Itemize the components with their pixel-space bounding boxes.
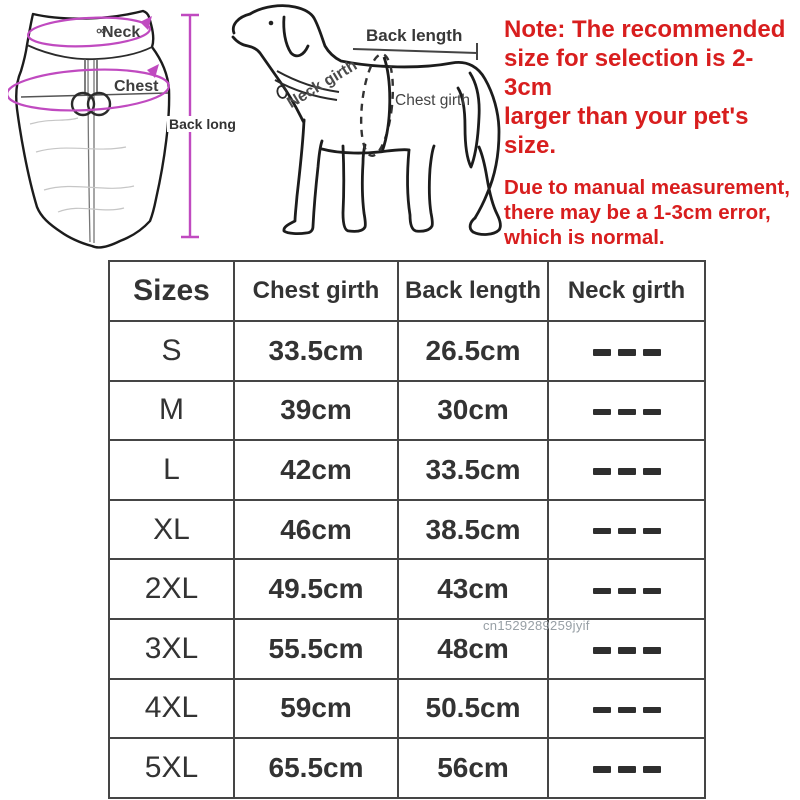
vest-strap: [85, 59, 97, 95]
chest-girth-cell: 33.5cm: [234, 321, 398, 381]
dog-neck-girth-label: Neck girth: [284, 56, 361, 112]
size-cell: XL: [109, 500, 234, 560]
back-length-cell: 26.5cm: [398, 321, 548, 381]
size-cell: L: [109, 440, 234, 500]
neck-girth-cell: [548, 559, 705, 619]
table-row: [109, 738, 705, 798]
size-cell: 4XL: [109, 679, 234, 739]
dog-chest-girth-label: Chest girth: [395, 92, 470, 109]
chest-girth-solid-edge: [382, 57, 390, 152]
vest-zipper: [88, 60, 94, 243]
back-length-cell: 38.5cm: [398, 500, 548, 560]
table-row: [109, 679, 705, 739]
table-row: [109, 381, 705, 441]
recommendation-note: [504, 15, 800, 160]
header-sizes: Sizes: [109, 261, 234, 321]
neck-girth-cell: [548, 738, 705, 798]
back-length-cell: 43cm: [398, 559, 548, 619]
snap-button: [97, 29, 101, 33]
back-length-cell: 48cm: [398, 619, 548, 679]
chest-girth-cell: 59cm: [234, 679, 398, 739]
table-header-row: [109, 261, 705, 321]
chest-girth-cell: 65.5cm: [234, 738, 398, 798]
neck-girth-cell: [548, 679, 705, 739]
seller-watermark: cn1529289259jyif: [483, 618, 590, 633]
table-row: [109, 440, 705, 500]
neck-girth-cell: [548, 440, 705, 500]
back-length-cell: 50.5cm: [398, 679, 548, 739]
size-table: [108, 260, 706, 799]
back-length-cell: 56cm: [398, 738, 548, 798]
neck-girth-cell: [548, 500, 705, 560]
vest-chest-label: Chest: [114, 78, 159, 95]
dog-back-length-label: Back length: [366, 26, 463, 45]
vest-collar-seam: [27, 45, 152, 59]
back-length-cell: 30cm: [398, 381, 548, 441]
chest-girth-cell: 46cm: [234, 500, 398, 560]
note-line: Due to manual measurement,: [504, 176, 790, 199]
dog-far-front-leg: [343, 145, 365, 231]
header-back-length: Back length: [398, 261, 548, 321]
size-cell: 5XL: [109, 738, 234, 798]
header-neck-girth: Neck girth: [548, 261, 705, 321]
dog-eye-icon: [269, 21, 274, 26]
size-cell: 2XL: [109, 559, 234, 619]
note-line: Note: The recommended: [504, 16, 786, 43]
size-cell: M: [109, 381, 234, 441]
neck-girth-cell: [548, 321, 705, 381]
chest-girth-cell: 39cm: [234, 381, 398, 441]
neck-girth-cell: [548, 381, 705, 441]
table-row: [109, 500, 705, 560]
dog-far-hind-leg: [408, 146, 434, 231]
back-length-cell: 33.5cm: [398, 440, 548, 500]
table-row: [109, 321, 705, 381]
vest-back-long-label: Back long: [169, 116, 236, 132]
size-cell: 3XL: [109, 619, 234, 679]
header-chest-girth: Chest girth: [234, 261, 398, 321]
chest-girth-cell: 55.5cm: [234, 619, 398, 679]
measurement-error-note: [504, 175, 790, 250]
dog-front-leg: [284, 120, 322, 234]
d-ring-right: [88, 93, 110, 115]
note-line: there may be a 1-3cm error,: [504, 201, 771, 224]
dog-ear-icon: [284, 17, 308, 56]
fabric-crinkles: [30, 118, 134, 212]
dog-tail: [458, 73, 479, 167]
size-cell: S: [109, 321, 234, 381]
note-line: which is normal.: [504, 226, 665, 249]
chest-girth-ellipse: [357, 53, 397, 158]
dog-belly: [322, 149, 409, 153]
vest-neck-label: Neck: [102, 24, 141, 41]
table-row: [109, 559, 705, 619]
chest-girth-cell: 42cm: [234, 440, 398, 500]
note-line: larger than your pet's size.: [504, 103, 749, 160]
chest-girth-cell: 49.5cm: [234, 559, 398, 619]
table-row: [109, 619, 705, 679]
note-line: size for selection is 2-3cm: [504, 45, 754, 102]
